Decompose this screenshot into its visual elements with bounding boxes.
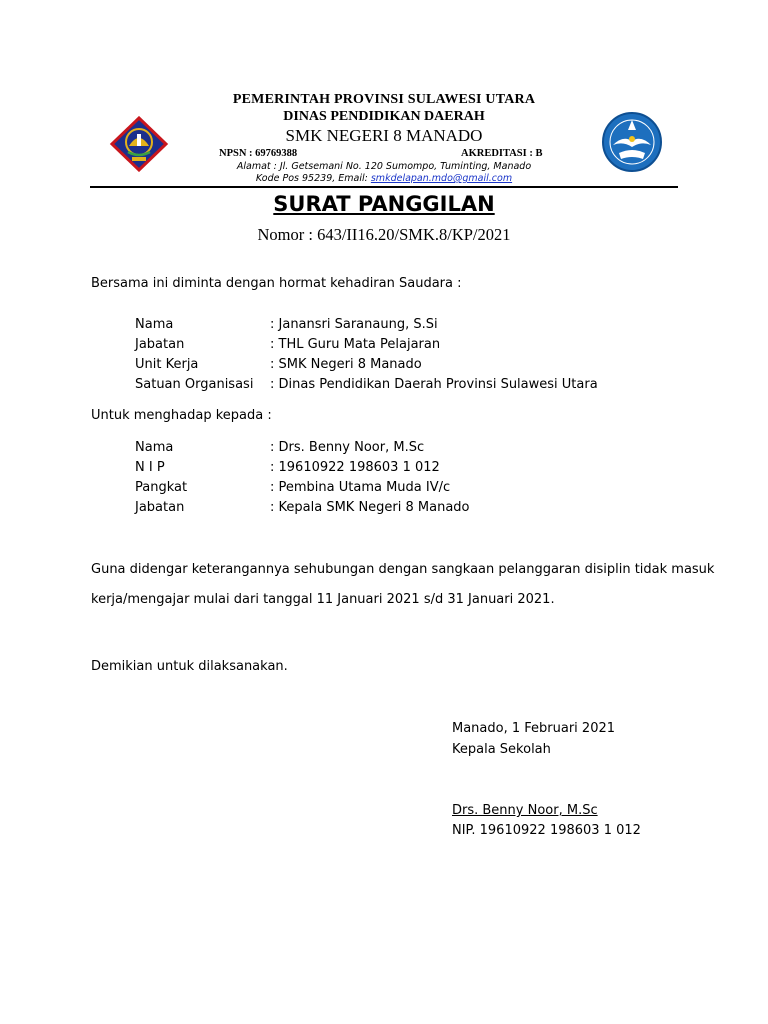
postal-code-label: Kode Pos 95239, Email: — [255, 173, 371, 184]
letterhead-postal-email — [0, 173, 768, 184]
official-rank-label: Pangkat — [135, 480, 188, 495]
intro-text: Bersama ini diminta dengan hormat kehadiran Saudara : — [91, 276, 462, 291]
official-name-value: : Drs. Benny Noor, M.Sc — [270, 440, 425, 455]
subject-unit-value: : SMK Negeri 8 Manado — [270, 357, 422, 372]
letterhead-divider — [90, 186, 678, 188]
letterhead-accreditation: AKREDITASI : B — [461, 148, 543, 159]
closing-text: Demikian untuk dilaksanakan. — [91, 659, 288, 674]
subject-name-label: Nama — [135, 317, 174, 332]
letterhead-school-name: SMK NEGERI 8 MANADO — [285, 126, 483, 145]
signature-position: Kepala Sekolah — [452, 742, 551, 757]
subject-organization-label: Satuan Organisasi — [135, 377, 254, 392]
purpose-line-2: kerja/mengajar mulai dari tanggal 11 Januari 2021 s/d 31 Januari 2021. — [91, 592, 555, 607]
signature-nip: NIP. 19610922 198603 1 012 — [452, 823, 641, 838]
official-name-label: Nama — [135, 440, 174, 455]
letter-number: Nomor : 643/II16.20/SMK.8/KP/2021 — [257, 225, 511, 244]
subject-position-label: Jabatan — [135, 337, 185, 352]
official-nip-value: : 19610922 198603 1 012 — [270, 460, 440, 475]
subject-unit-label: Unit Kerja — [135, 357, 199, 372]
official-position-label: Jabatan — [135, 500, 185, 515]
official-rank-value: : Pembina Utama Muda IV/c — [270, 480, 451, 495]
subject-name-value: : Janansri Saranaung, S.Si — [270, 317, 438, 332]
official-nip-label: N I P — [135, 460, 165, 475]
letterhead-npsn: NPSN : 69769388 — [219, 148, 298, 159]
official-position-value: : Kepala SMK Negeri 8 Manado — [270, 500, 470, 515]
letterhead-government: PEMERINTAH PROVINSI SULAWESI UTARA — [232, 92, 536, 107]
letter-title: SURAT PANGGILAN — [273, 192, 495, 216]
signature-place-date: Manado, 1 Februari 2021 — [452, 721, 616, 736]
report-to-intro: Untuk menghadap kepada : — [91, 408, 272, 423]
subject-organization-value: : Dinas Pendidikan Daerah Provinsi Sulawesi Utara — [270, 377, 598, 392]
signature-name: Drs. Benny Noor, M.Sc — [452, 803, 598, 818]
letterhead-address: Alamat : Jl. Getsemani No. 120 Sumompo, Tuminting, Manado — [236, 161, 532, 172]
email-link[interactable]: smkdelapan.mdo@gmail.com — [370, 173, 513, 184]
letterhead-department: DINAS PENDIDIKAN DAERAH — [283, 109, 485, 124]
purpose-line-1: Guna didengar keterangannya sehubungan dengan sangkaan pelanggaran disiplin tidak masuk — [91, 562, 715, 577]
subject-position-value: : THL Guru Mata Pelajaran — [270, 337, 441, 352]
